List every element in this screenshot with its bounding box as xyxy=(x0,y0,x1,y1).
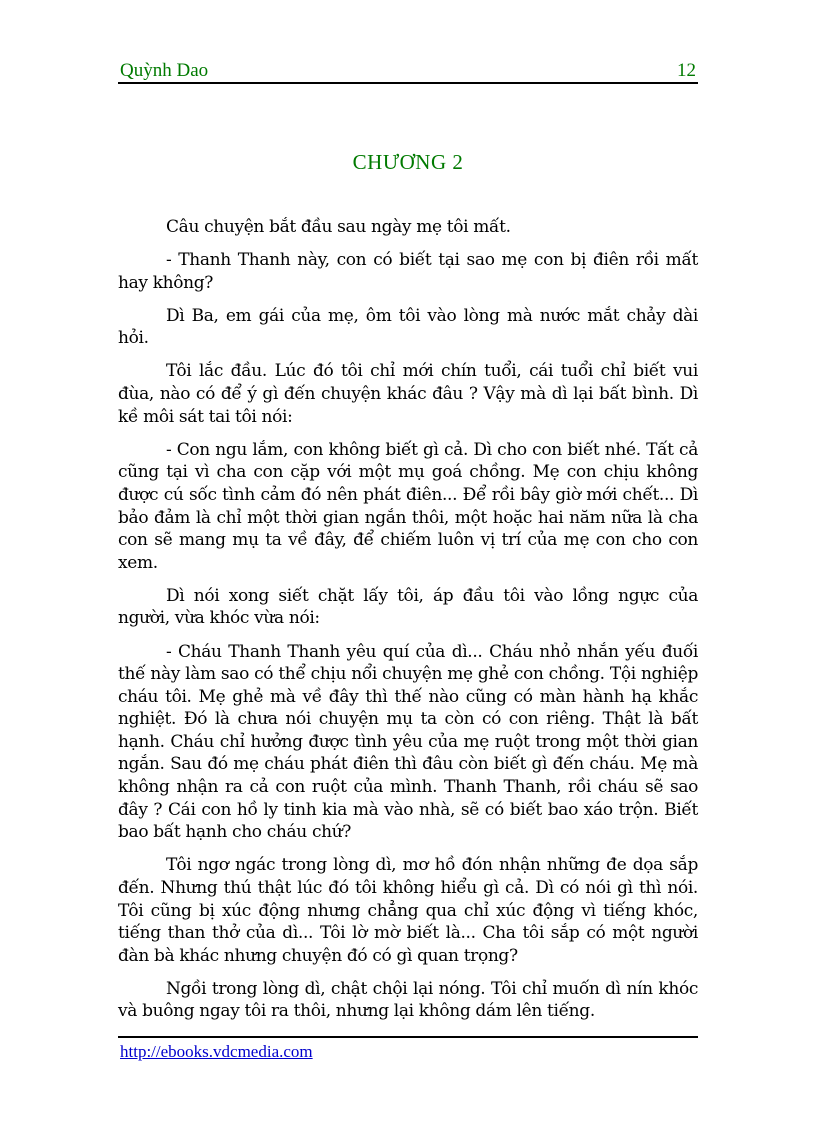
book-author: Quỳnh Dao xyxy=(120,60,209,81)
chapter-body xyxy=(118,216,698,1034)
paragraph: Ngồi trong lòng dì, chật chội lại nóng. Tôi chỉ muốn dì nín khóc và buông ngay tôi ra thôi, nhưng lại không dám lên tiếng. xyxy=(118,978,698,1022)
paragraph: Tôi lắc đầu. Lúc đó tôi chỉ mới chín tuổi, cái tuổi chỉ biết vui đùa, nào có để ý gì đến chuyện khác đâu ? Vậy mà dì lại bất bình. Dì kề môi sát tai tôi nói: xyxy=(118,361,698,427)
footer-url-link[interactable]: http://ebooks.vdcmedia.com xyxy=(120,1042,313,1061)
chapter-title: CHƯƠNG 2 xyxy=(352,150,464,174)
page-header xyxy=(118,58,698,84)
paragraph: - Con ngu lắm, con không biết gì cả. Dì cho con biết nhé. Tất cả cũng tại vì cha con cặp với một mụ goá chồng. Mẹ con chịu không được cú sốc tình cảm đó nên phát điên... Để rồi bây giờ mới chết... Dì bảo đảm là chỉ một thời gian ngắn thôi, một hoặc hai năm nữa là cha con sẽ mang mụ ta về đây, để chiếm luôn vị trí của mẹ con cho con xem. xyxy=(118,439,698,573)
footer-divider xyxy=(118,1036,698,1038)
paragraph: Câu chuyện bắt đầu sau ngày mẹ tôi mất. xyxy=(166,217,511,237)
paragraph: Dì nói xong siết chặt lấy tôi, áp đầu tôi vào lồng ngực của người, vừa khóc vừa nói: xyxy=(118,585,698,629)
page-number: 12 xyxy=(677,60,696,81)
paragraph: - Cháu Thanh Thanh yêu quí của dì... Cháu nhỏ nhắn yếu đuối thế này làm sao có thể chịu nổi chuyện mẹ ghẻ con chồng. Tội nghiệp cháu tôi. Mẹ ghẻ mà về đây thì thế nào cũng có màn hành hạ khắc nghiệt. Đó là chưa nói chuyện mụ ta còn có con riêng. Thật là bất hạnh. Cháu chỉ hưởng được tình yêu của mẹ ruột trong một thời gian ngắn. Sau đó mẹ cháu phát điên thì đâu còn biết gì đến cháu. Mẹ mà không nhận ra cả con ruột của mình. Thanh Thanh, rồi cháu sẽ sao đây ? Cái con hồ ly tinh kia mà vào nhà, sẽ có biết bao xáo trộn. Biết bao bất hạnh cho cháu chứ? xyxy=(118,641,698,843)
paragraph: - Thanh Thanh này, con có biết tại sao mẹ con bị điên rồi mất hay không? xyxy=(118,250,698,293)
paragraph: Tôi ngơ ngác trong lòng dì, mơ hồ đón nhận những đe dọa sắp đến. Nhưng thú thật lúc đó tôi không hiểu gì cả. Dì có nói gì thì nói. Tôi cũng bị xúc động nhưng chẳng qua chỉ xúc động vì tiếng khóc, tiếng than thở của dì... Tôi lờ mờ biết là... Cha tôi sắp có một người đàn bà khác nhưng chuyện đó có gì quan trọng? xyxy=(118,855,698,966)
paragraph: Dì Ba, em gái của mẹ, ôm tôi vào lòng mà nước mắt chảy dài hỏi. xyxy=(118,305,698,349)
